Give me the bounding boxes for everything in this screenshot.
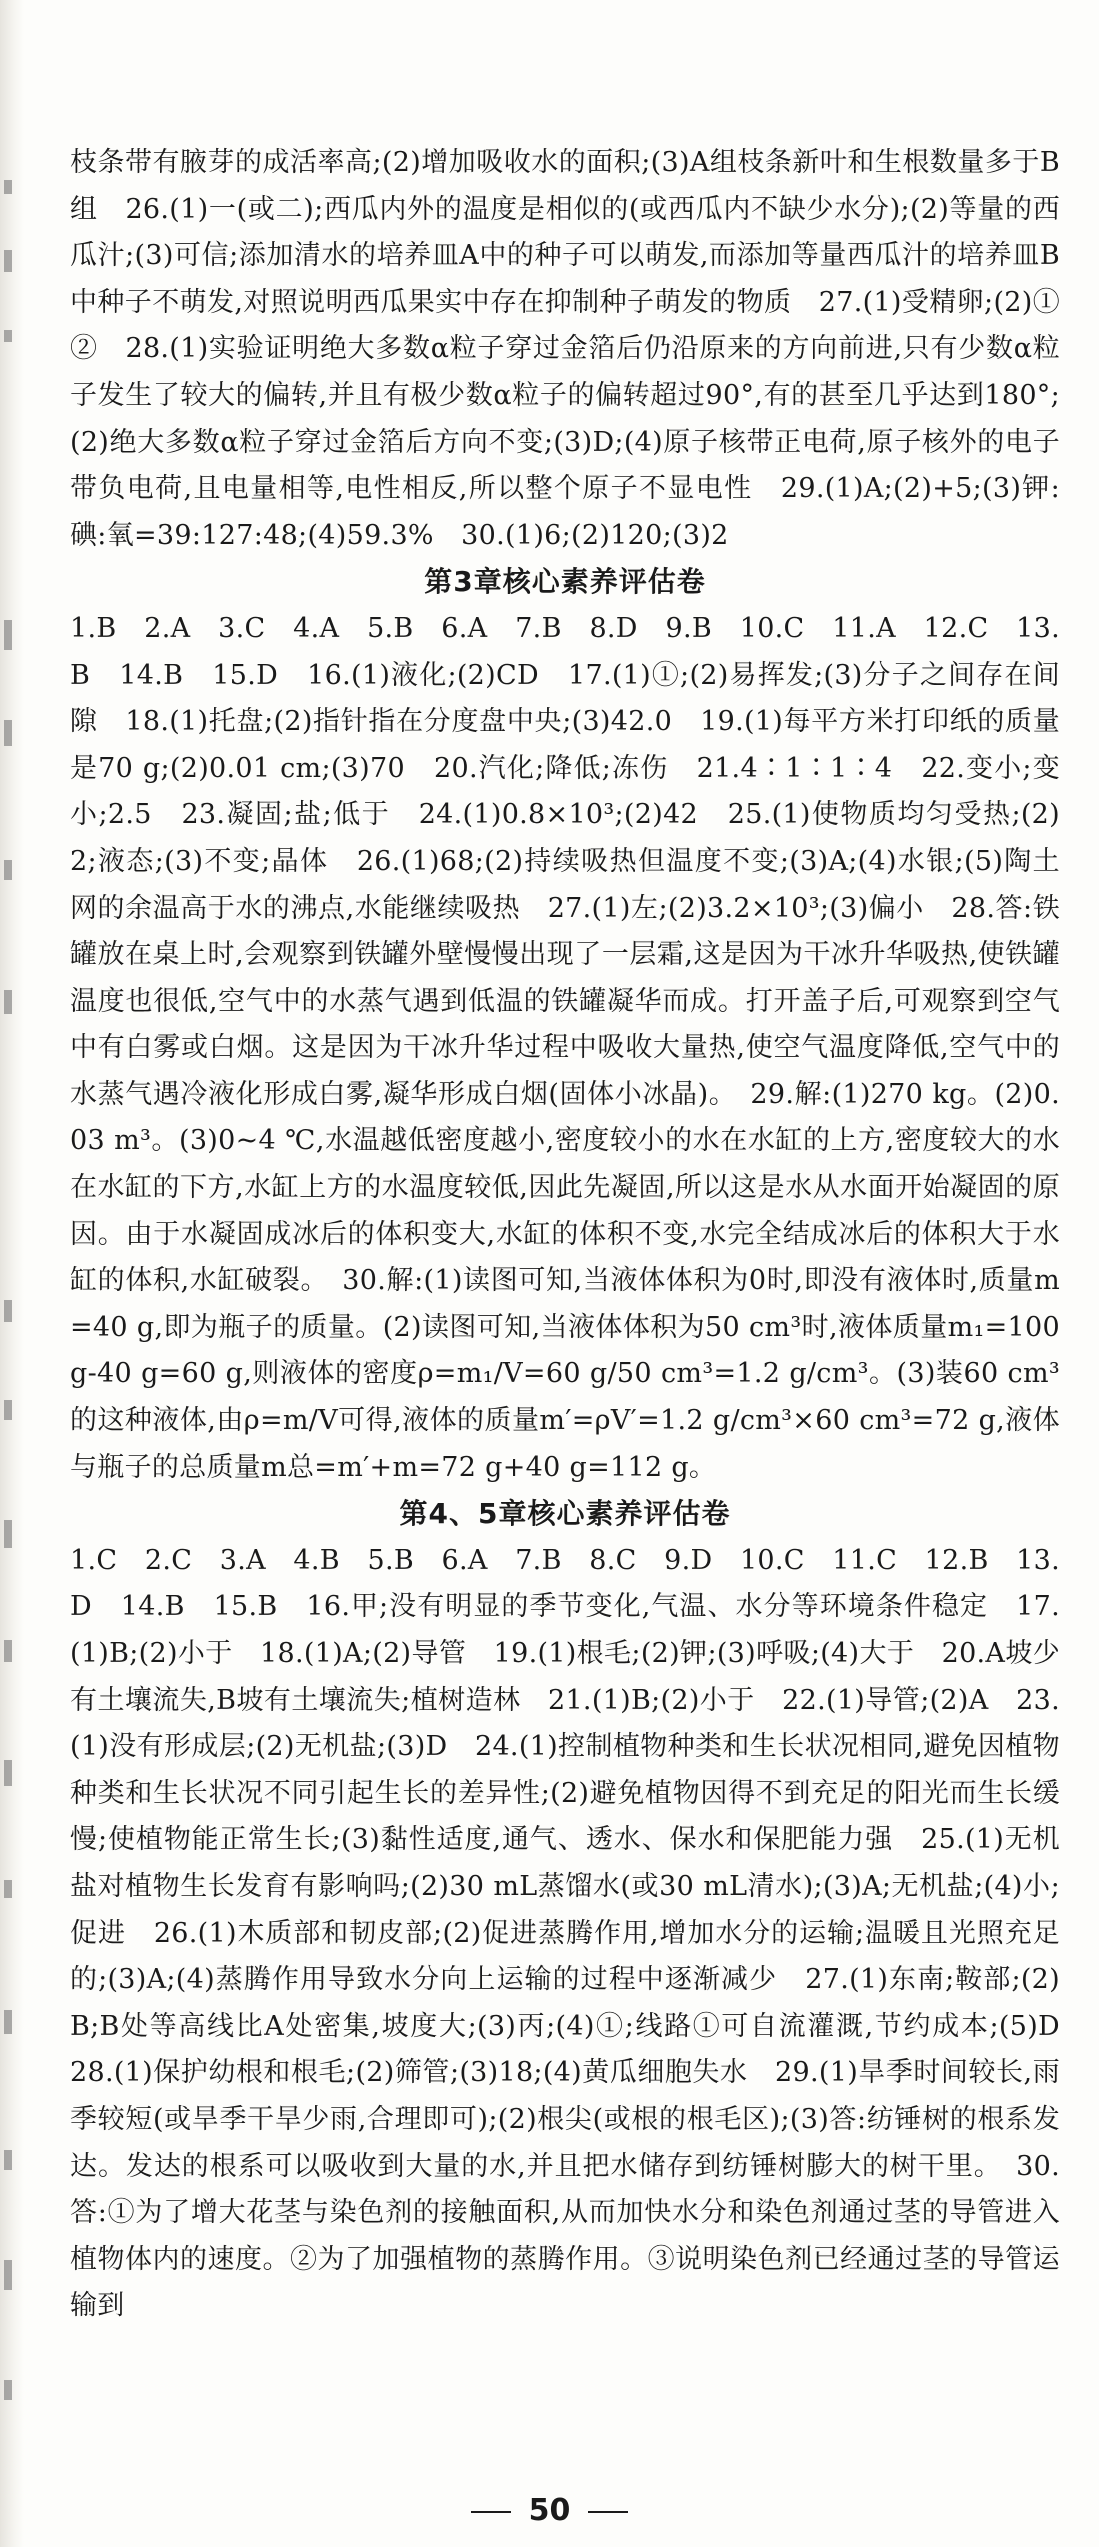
footer-dash-left: [471, 2511, 511, 2513]
binding-gutter: [0, 0, 24, 2547]
answer-block-chapter2-continued: 枝条带有腋芽的成活率高;(2)增加吸收水的面积;(3)A组枝条新叶和生根数量多于B组 26.(1)一(或二);西瓜内外的温度是相似的(或西瓜内不缺少水分);(2)等量的西瓜汁;(3)可信;添加清水的培养皿A中的种子可以萌发,而添加等量西瓜汁的培养皿B中种子不萌发,对照说明西瓜果实中存在抑制种子萌发的物质 27.(1)受精卵;(2)①② 28.(1)实验证明绝大多数α粒子穿过金箔后仍沿原来的方向前进,只有少数α粒子发生了较大的偏转,并且有极少数α粒子的偏转超过90°,有的甚至几乎达到180°;(2)绝大多数α粒子穿过金箔后方向不变;(3)D;(4)原子核带正电荷,原子核外的电子带负电荷,且电量相等,电性相反,所以整个原子不显电性 29.(1)A;(2)+5;(3)钾:碘:氧=39:127:48;(4)59.3% 30.(1)6;(2)120;(3)2: [70, 147, 1061, 551]
section-title-chapter4-5: 第4、5章核心素养评估卷: [399, 1497, 731, 1531]
footer-dash-right: [588, 2511, 628, 2513]
section-title-chapter3: 第3章核心素养评估卷: [424, 565, 706, 599]
answer-block-chapter4-5: 1.C 2.C 3.A 4.B 5.B 6.A 7.B 8.C 9.D 10.C 11.C 12.B 13.D 14.B 15.B 16.甲;没有明显的季节变化,气温、水分等环境条件稳定 17.(1)B;(2)小于 18.(1)A;(2)导管 19.(1)根毛;(2)钾;(3)呼吸;(4)大于 20.A坡少有土壤流失,B坡有土壤流失;植树造林 21.(1)B;(2)小于 22.(1)导管;(2)A 23.(1)没有形成层;(2)无机盐;(3)D 24.(1)控制植物种类和生长状况相同,避免因植物种类和生长状况不同引起生长的差异性;(2)避免植物因得不到充足的阳光而生长缓慢;使植物能正常生长;(3)黏性适度,通气、透水、保水和保肥能力强 25.(1)无机盐对植物生长发育有影响吗;(2)30 mL蒸馏水(或30 mL清水);(3)A;无机盐;(4)小;促进 26.(1)木质部和韧皮部;(2)促进蒸腾作用,增加水分的运输;温暖且光照充足的;(3)A;(4)蒸腾作用导致水分向上运输的过程中逐渐减少 27.(1)东南;鞍部;(2)B;B处等高线比A处密集,坡度大;(3)丙;(4)①;线路①可自流灌溉,节约成本;(5)D 28.(1)保护幼根和根毛;(2)筛管;(3)18;(4)黄瓜细胞失水 29.(1)旱季时间较长,雨季较短(或旱季干旱少雨,合理即可);(2)根尖(或根的根毛区);(3)答:纺锤树的根系发达。发达的根系可以吸收到大量的水,并且把水储存到纺锤树膨大的树干里。 30.答:①为了增大花茎与染色剂的接触面积,从而加快水分和染色剂通过茎的导管进入植物体内的速度。②为了加强植物的蒸腾作用。③说明染色剂已经通过茎的导管运输到: [70, 1544, 1088, 2322]
page-number: 50: [528, 2493, 571, 2528]
answer-content: [70, 140, 1088, 2330]
page-footer: [0, 2493, 1099, 2528]
answer-block-chapter3: 1.B 2.A 3.C 4.A 5.B 6.A 7.B 8.D 9.B 10.C 11.A 12.C 13.B 14.B 15.D 16.(1)液化;(2)CD 17.(1)①;(2)易挥发;(3)分子之间存在间隙 18.(1)托盘;(2)指针指在分度盘中央;(3)42.0 19.(1)每平方米打印纸的质量是70 g;(2)0.01 cm;(3)70 20.汽化;降低;冻伤 21.4∶1∶1∶4 22.变小;变小;2.5 23.凝固;盐;低于 24.(1)0.8×10³;(2)42 25.(1)使物质均匀受热;(2)2;液态;(3)不变;晶体 26.(1)68;(2)持续吸热但温度不变;(3)A;(4)水银;(5)陶土网的余温高于水的沸点,水能继续吸热 27.(1)左;(2)3.2×10³;(3)偏小 28.答:铁罐放在桌上时,会观察到铁罐外壁慢慢出现了一层霜,这是因为干冰升华吸热,使铁罐温度也很低,空气中的水蒸气遇到低温的铁罐凝华而成。打开盖子后,可观察到空气中有白雾或白烟。这是因为干冰升华过程中吸收大量热,使空气温度降低,空气中的水蒸气遇冷液化形成白雾,凝华形成白烟(固体小冰晶)。 29.解:(1)270 kg。(2)0.03 m³。(3)0~4 ℃,水温越低密度越小,密度较小的水在水缸的上方,密度较大的水在水缸的下方,水缸上方的水温度较低,因此先凝固,所以这是水从水面开始凝固的原因。由于水凝固成冰后的体积变大,水缸的体积不变,水完全结成冰后的体积大于水缸的体积,水缸破裂。 30.解:(1)读图可知,当液体体积为0时,即没有液体时,质量m=40 g,即为瓶子的质量。(2)读图可知,当液体体积为50 cm³时,液体质量m₁=100 g-40 g=60 g,则液体的密度ρ=m₁/V=60 g/50 cm³=1.2 g/cm³。(3)装60 cm³的这种液体,由ρ=m/V可得,液体的质量m′=ρV′=1.2 g/cm³×60 cm³=72 g,液体与瓶子的总质量m总=m′+m=72 g+40 g=112 g。: [70, 612, 1060, 1483]
